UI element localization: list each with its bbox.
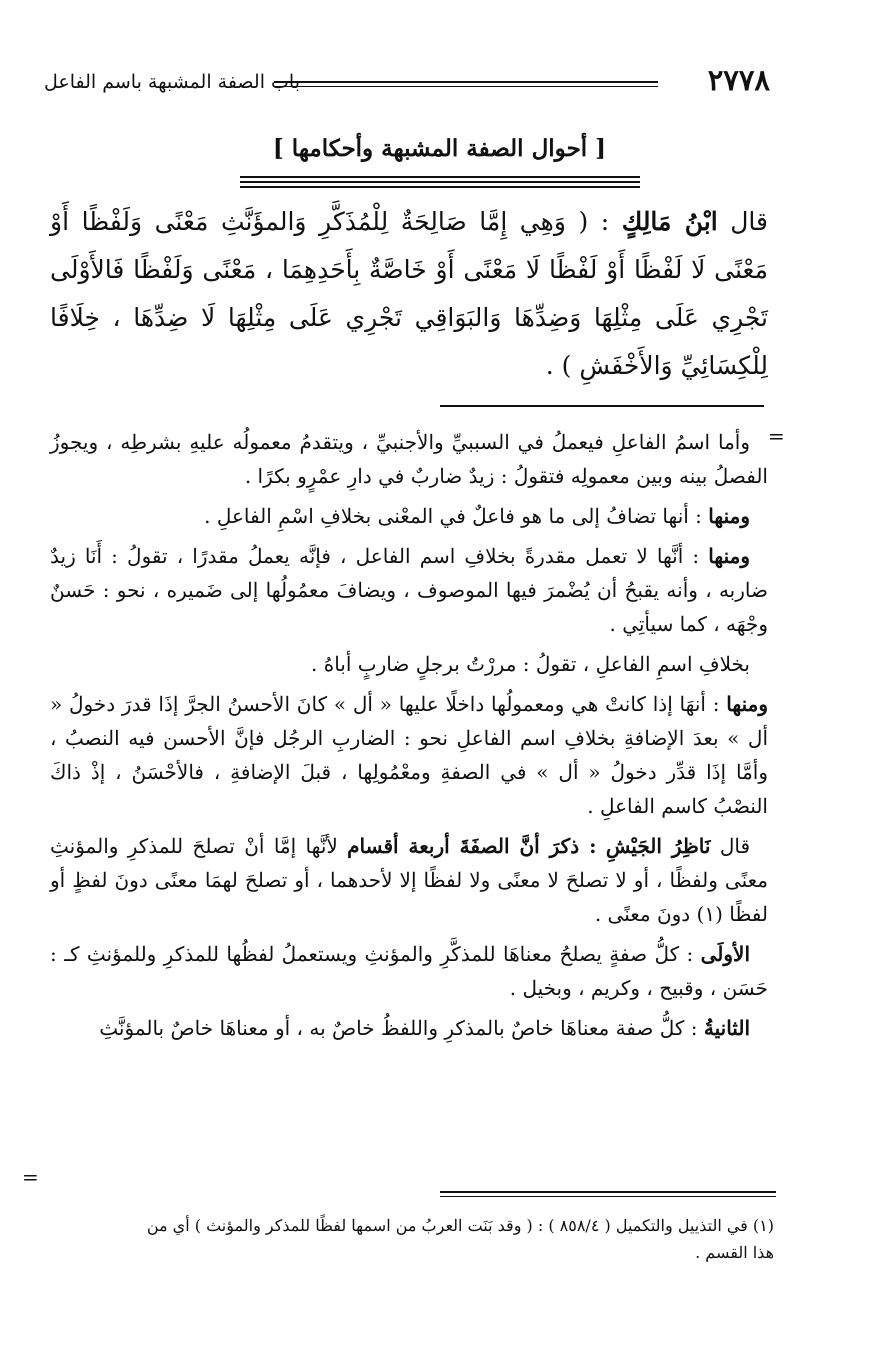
- commentary: [50, 425, 768, 1045]
- lead-word: الثانيةُ: [703, 1016, 750, 1040]
- commentary-paragraph: الأولَى : كلُّ صفةٍ يصلحُ معناهَا للمذكَّرِ والمؤنثِ ويستعملُ لفظُها للمذكرِ وللمؤنثِ كـ : حَسَن ، وقبيح ، وكريم ، وبخيل .: [50, 942, 768, 1000]
- chapter-title: باب الصفة المشبهة باسم الفاعل: [44, 71, 300, 93]
- footnote: [50, 1212, 774, 1266]
- commentary-paragraph: بخلافِ اسمِ الفاعلِ ، تقولُ : مررْتُ برجلٍ ضاربٍ أباهُ .: [311, 652, 750, 676]
- bold-phrase: : ذكرَ أنَّ الصفَةَ أربعة أقسام: [347, 834, 597, 858]
- matn-body: : ( وَهِي إِمَّا صَالِحَةٌ لِلْمُذَكَّرِ وَالمؤَنَّثِ مَعْنًى وَلَفْظًا أَوْ مَعْنًى لَا لَفْظًا أَوْ لَفْظًا لَا مَعْنًى أَوْ خَاصَّةٌ بِأَحَدِهِمَا ، مَعْنًى وَلَفْظًا فَالأَوْلَى تَجْرِي عَلَى مِثْلِهَا وَضِدِّهَا وَالبَوَاقِي تَجْرِي عَلَى مِثْلِهَا لَا ضِدِّهَا ، خِلَافًا لِلْكِسَائِيِّ وَالأَخْفَشِ ) .: [50, 207, 768, 380]
- commentary-paragraph: وأما اسمُ الفاعلِ فيعملُ في السببيِّ والأجنبيِّ ، ويتقدمُ معمولُه عليهِ بشرطِه ، ويجوزُ الفصلُ بينه وبين معمولِه فتقولُ : زيدٌ ضاربٌ في دارِ عمْرٍو بكرًا .: [50, 430, 768, 488]
- header-rule-thin: [274, 86, 658, 87]
- page-number: ٢٧٧٨: [707, 63, 770, 97]
- footnote-line: هذا القسم .: [695, 1243, 774, 1262]
- lead-word: ومنها: [708, 504, 750, 528]
- ornament-rule-2: [240, 181, 640, 183]
- section-title: [ أحوال الصفة المشبهة وأحكامها ]: [272, 135, 607, 162]
- matn-separator: [440, 405, 764, 407]
- author-name: نَاظِرُ الجَيْشِ: [605, 834, 711, 858]
- commentary-paragraph: قال نَاظِرُ الجَيْشِ : ذكرَ أنَّ الصفَةَ أربعة أقسام لأنَّها إمَّا أنْ تصلحَ للمذكرِ والمؤنثِ معنًى ولفظًا ، أو لا تصلحَ لا معنًى ولا لفظًا إلا لأحدهما ، أو تصلحَ لهمَا معنًى دونَ لفظٍ أو لفظًا (١) دونَ معنًى .: [50, 834, 768, 926]
- lead-word: الأولَى: [700, 942, 750, 966]
- footnote-line: (١) في التذييل والتكميل ( ٨٥٨/٤ ) : ( وقد بَنَت العربُ من اسمها لفظًا للمذكر والمؤنث ) أي من: [146, 1216, 774, 1235]
- author-name: ابْنُ مَالِكٍ: [621, 207, 718, 236]
- commentary-paragraph: الثانيةُ : كلُّ صفة معناهَا خاصٌ بالمذكرِ واللفظُ خاصٌ به ، أو معناهَا خاصٌ بالمؤنَّثِ: [99, 1016, 750, 1040]
- lead-word: ومنها: [708, 544, 750, 568]
- footnote-rule-thin: [440, 1196, 776, 1197]
- commentary-paragraph: ومنها : أنَّها لا تعمل مقدرةً بخلافِ اسم الفاعل ، فإنَّه يعملُ مقدرًا ، تقولُ : أَنَا زيدٌ ضاربه ، وأنه يقبحُ أن يُضْمرَ فيها الموصوف ، ويضافَ معمُولُها إلى ضَميره ، نحو : حَسنٌ وجْهَه ، كما سيأتِي .: [50, 544, 768, 636]
- commentary-paragraph: ومنها : أنها تضافُ إلى ما هو فاعلٌ في المعْنى بخلافِ اسْمِ الفاعلِ .: [204, 504, 750, 528]
- ornament-rule-3: [240, 186, 640, 188]
- continuation-mark-top: =: [768, 424, 785, 448]
- continuation-mark-bottom: =: [22, 1165, 39, 1189]
- commentary-paragraph: ومنها : أنهَا إذا كانتْ هي ومعمولُها داخلًا عليها « أل » كانَ الأحسنُ الجرَّ إذَا قدرَ دخولُ « أل » بعدَ الإضافةِ بخلافِ اسم الفاعلِ نحو : الضاربِ الرجُل فإنَّ الأحسن فيه النصبُ ، وأمَّا إذَا قدِّر دخولُ « أل » في الصفةِ ومعْمُولِها ، قبلَ الإضافةِ ، فالأحْسَنُ ، إذْ ذاكَ النصْبُ كاسم الفاعلِ .: [50, 692, 769, 818]
- matn-intro: قال: [730, 207, 768, 236]
- matn-text: [50, 198, 768, 390]
- running-header: [44, 62, 770, 102]
- ornament-rule-1: [240, 176, 640, 178]
- header-rule: [274, 81, 658, 83]
- lead-word: ومنها: [726, 692, 769, 716]
- footnote-rule: [440, 1191, 776, 1193]
